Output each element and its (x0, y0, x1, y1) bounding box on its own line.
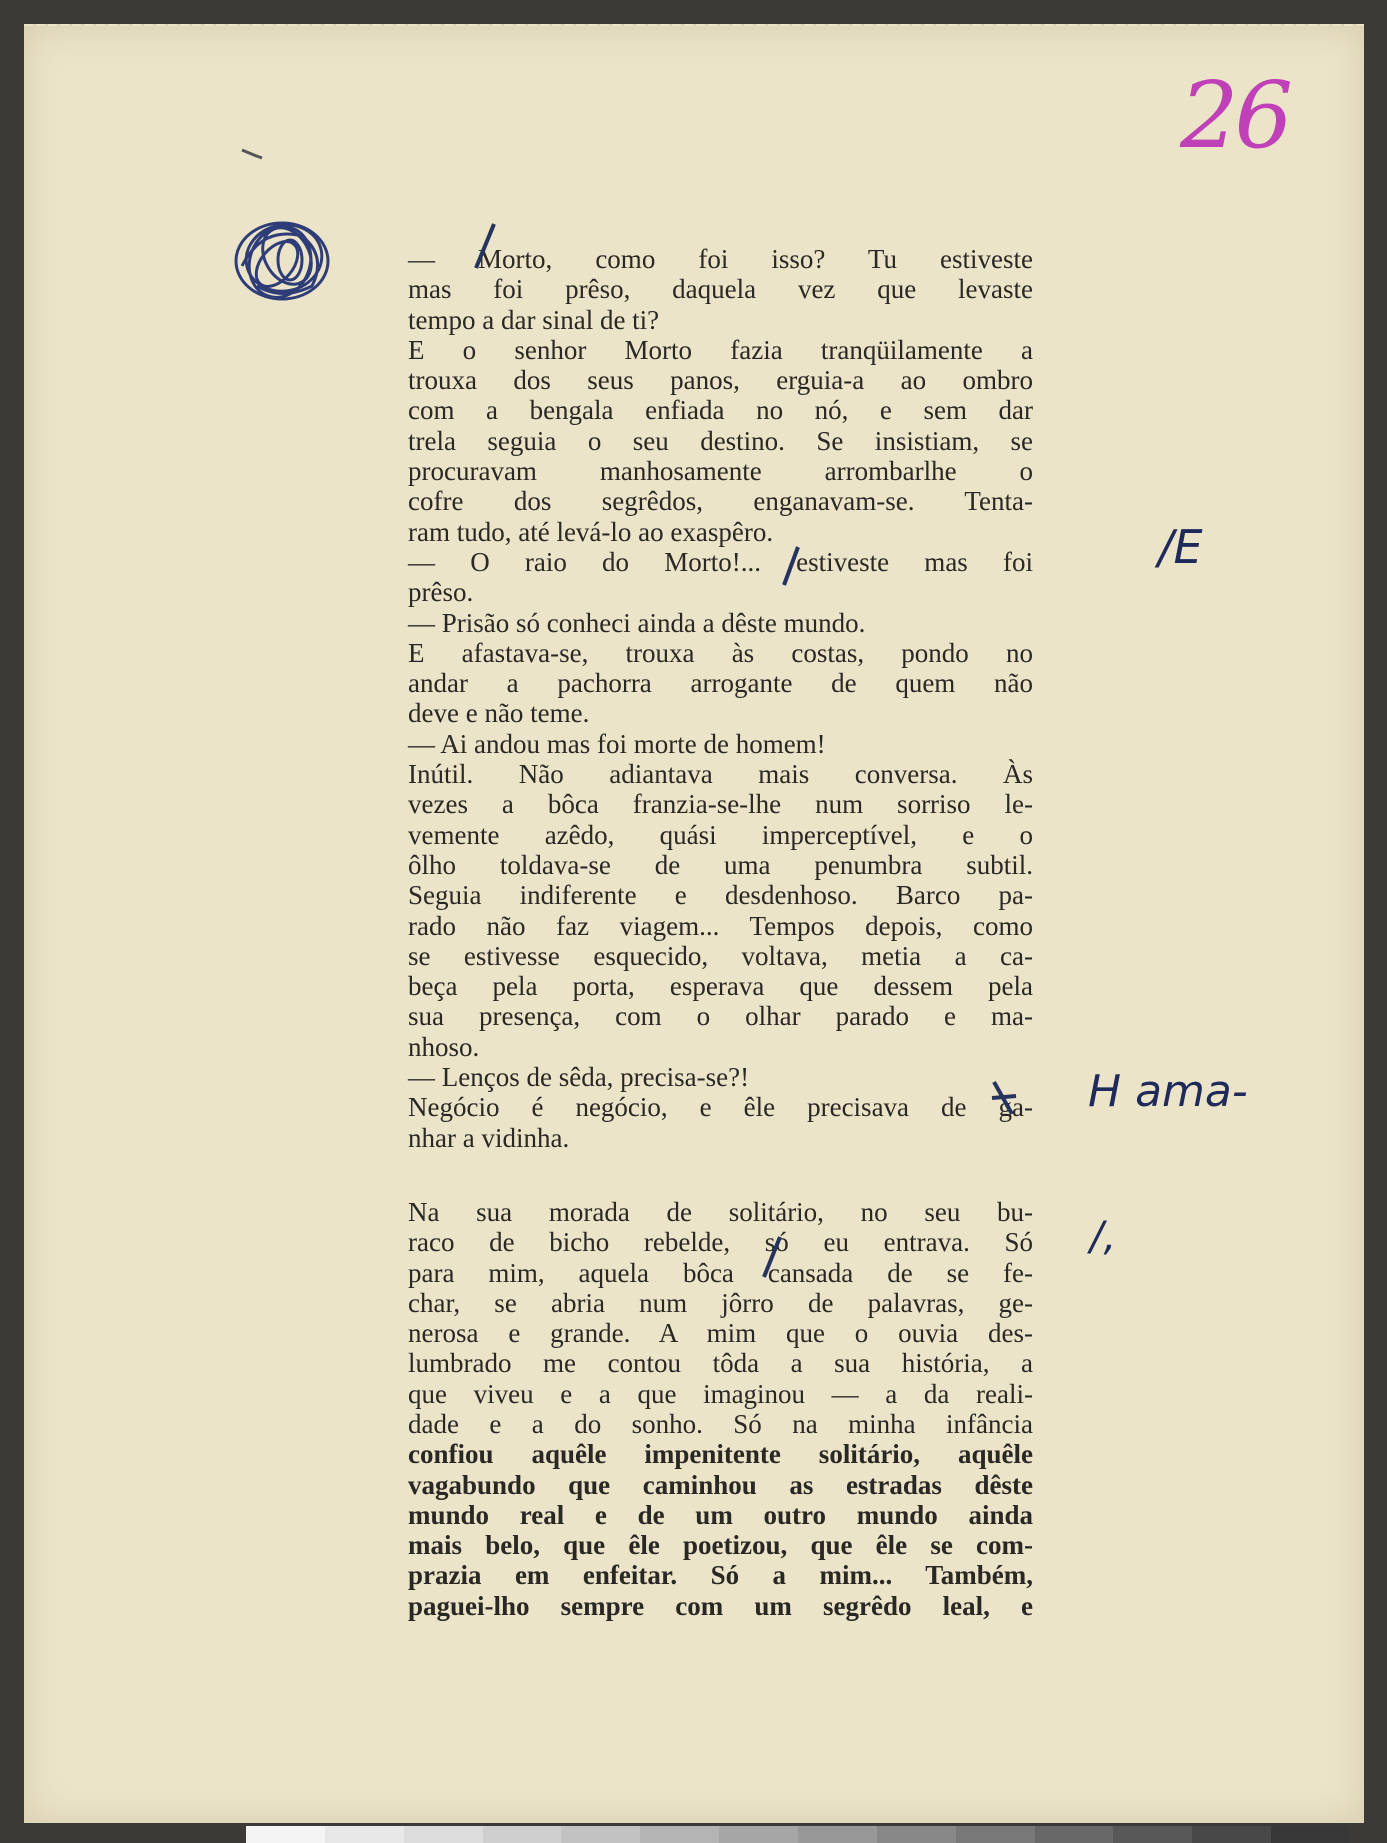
body-text (408, 244, 1033, 1621)
scribble-mark-icon (232, 216, 338, 306)
text-line: se estivesse esquecido, voltava, metia a ca- (408, 940, 1033, 971)
text-line: — Prisão só conheci ainda a dêste mundo. (408, 607, 866, 638)
text-line: tempo a dar sinal de ti? (408, 304, 660, 335)
text-line: ôlho toldava-se de uma penumbra subtil. (408, 849, 1033, 880)
text-line: cofre dos segrêdos, enganavam-se. Tenta- (408, 486, 1033, 517)
text-line: mas foi prêso, daquela vez que levaste (408, 274, 1033, 305)
text-line: mais belo, que êle poetizou, que êle se com- (408, 1530, 1033, 1561)
text-line: procuravam manhosamente arrombarlhe o (408, 456, 1033, 487)
text-line: prazia em enfeitar. Só a mim... Também, (408, 1560, 1033, 1591)
color-scale-strip (246, 1826, 1350, 1843)
text-line: com a bengala enfiada no nó, e sem dar (408, 395, 1033, 426)
text-line: deve e não teme. (408, 698, 590, 729)
margin-note-comma: /, (1090, 1214, 1117, 1260)
margin-note-e: /E (1158, 520, 1203, 574)
text-line: — Morto, como foi isso? Tu estiveste (408, 244, 1033, 274)
text-line: Negócio é negócio, e êle precisava de ga- (408, 1092, 1033, 1123)
pen-strike-mark (760, 1235, 784, 1279)
text-line: nhar a vidinha. (408, 1122, 570, 1153)
text-line: vagabundo que caminhou as estradas dêste (408, 1469, 1033, 1500)
text-line: Na sua morada de solitário, no seu bu- (408, 1196, 1033, 1227)
text-line: nerosa e grande. A mim que o ouvia des- (408, 1318, 1033, 1349)
text-line: E afastava-se, trouxa às costas, pondo no (408, 637, 1033, 668)
text-line: paguei-lho sempre com um segrêdo leal, e (408, 1590, 1033, 1621)
text-line: rado não faz viagem... Tempos depois, como (408, 910, 1033, 941)
text-line: prêso. (408, 577, 474, 608)
text-line: char, se abria num jôrro de palavras, ge- (408, 1287, 1033, 1318)
folio-number: 26 (1180, 62, 1290, 169)
text-line: mundo real e de um outro mundo ainda (408, 1499, 1033, 1530)
text-line: vezes a bôca franzia-se-lhe num sorriso le- (408, 789, 1033, 820)
text-line: andar a pachorra arrogante de quem não (408, 668, 1033, 699)
pencil-mark-icon (240, 146, 280, 166)
text-line: E o senhor Morto fazia tranqüilamente a (408, 334, 1033, 365)
text-line: ram tudo, até levá-lo ao exaspêro. (408, 516, 774, 547)
text-line: Inútil. Não adiantava mais conversa. Às (408, 759, 1033, 790)
pen-strike-mark (470, 222, 500, 272)
text-line: dade e a do sonho. Só na minha infância (408, 1408, 1033, 1439)
text-line: raco de bicho rebelde, só eu entrava. Só (408, 1227, 1033, 1258)
text-line: confiou aquêle impenitente solitário, aquêle (408, 1439, 1033, 1470)
pen-strike-mark (780, 545, 804, 587)
text-line: Seguia indiferente e desdenhoso. Barco pa- (408, 880, 1033, 911)
text-line: vemente azêdo, quási imperceptível, e o (408, 819, 1033, 850)
text-line: para mim, aquela bôca cansada de se fe- (408, 1257, 1033, 1288)
text-line: nhoso. (408, 1031, 480, 1062)
text-line: — Lenços de sêda, precisa-se?! (408, 1062, 750, 1093)
text-line: que viveu e a que imaginou — a da reali- (408, 1378, 1033, 1409)
text-line: trela seguia o seu destino. Se insistiam, se (408, 425, 1033, 456)
text-line: lumbrado me contou tôda a sua história, a (408, 1348, 1033, 1379)
text-line: sua presença, com o olhar parado e ma- (408, 1001, 1033, 1032)
text-line: — Ai andou mas foi morte de homem! (408, 728, 826, 759)
text-line: — O raio do Morto!... estiveste mas foi (408, 546, 1033, 577)
text-line: beça pela porta, esperava que dessem pela (408, 971, 1033, 1002)
margin-note-hama: H ama- (1088, 1066, 1248, 1117)
pen-strike-mark (988, 1078, 1018, 1118)
text-line: trouxa dos seus panos, erguia-a ao ombro (408, 365, 1033, 396)
